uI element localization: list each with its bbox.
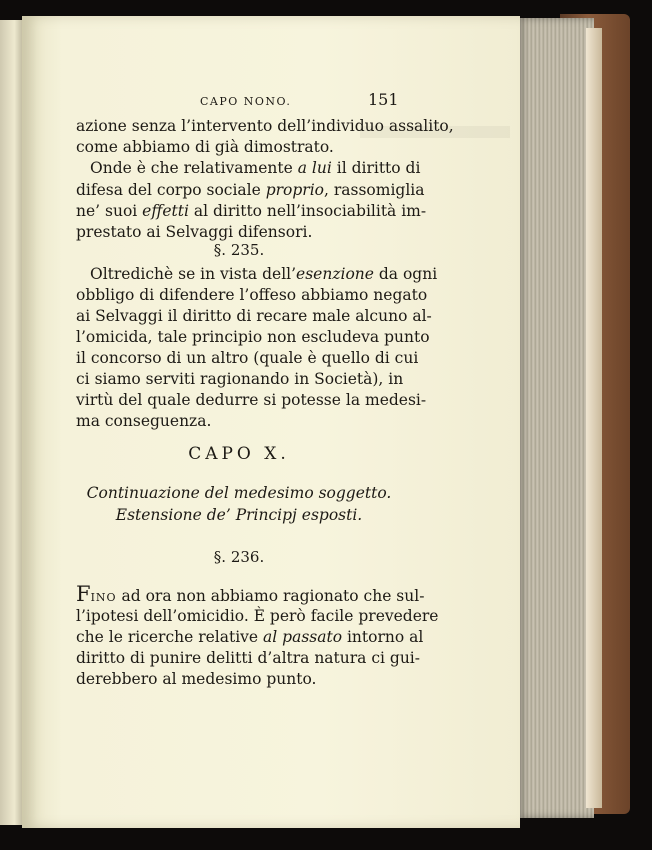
text-line: ai Selvaggi il diritto di recare male alcuno al- (76, 307, 432, 325)
text-line: come abbiamo di già dimostrato. (76, 138, 334, 156)
text-line (76, 180, 425, 200)
text-span: Onde è che relativamente (90, 159, 298, 177)
text-span: Oltredichè se in vista dell’ (90, 265, 297, 283)
text-span: , rassomiglia (324, 181, 425, 199)
text-span: al diritto nell’insociabilità im- (188, 202, 427, 220)
drop-cap: F (76, 582, 91, 606)
text-line (76, 201, 427, 221)
chapter-subtitle-1: Continuazione del medesimo soggetto. (86, 484, 392, 502)
text-line: obbligo di difendere l’offeso abbiamo negato (76, 286, 428, 304)
text-line: virtù del quale dedurre si potesse la medesi- (76, 391, 427, 409)
text-span: che le ricerche relative (76, 628, 264, 646)
small-caps: INO (90, 591, 117, 604)
text-line: ci siamo serviti ragionando in Società), in (76, 370, 404, 388)
chapter-subtitle-2: Estensione de’ Principj esposti. (115, 506, 363, 524)
italic-span: esenzione (296, 265, 374, 283)
text-span: il diritto di (331, 159, 421, 177)
text-line: ma conseguenza. (76, 412, 212, 430)
text-span: ne’ suoi (76, 202, 143, 220)
text-line: diritto di punire delitti d’altra natura ci gui- (76, 649, 421, 667)
page-number: 151 (368, 90, 399, 109)
italic-span: a lui (297, 159, 332, 177)
text-span: da ogni (373, 265, 438, 283)
running-header: CAPO NONO. (200, 95, 292, 108)
text-span: ad ora non abbiamo ragionato che sul- (116, 587, 425, 605)
text-line: il concorso di un altro (quale è quello di cui (76, 349, 419, 367)
text-line (76, 627, 424, 647)
text-line: l’omicida, tale principio non escludeva punto (76, 328, 430, 346)
section-number: §. 236. (213, 548, 265, 566)
section-number: §. 235. (213, 241, 265, 259)
italic-span: proprio (265, 181, 325, 199)
text-line: derebbero al medesimo punto. (76, 670, 317, 688)
text-line (90, 158, 421, 178)
text-line: prestato ai Selvaggi difensori. (76, 223, 313, 241)
italic-span: al passato (263, 628, 343, 646)
chapter-title: CAPO X. (188, 444, 290, 464)
text-line: l’ipotesi dell’omicidio. È però facile prevedere (76, 607, 439, 625)
text-line (90, 264, 438, 284)
text-span: intorno al (342, 628, 424, 646)
text-span: difesa del corpo sociale (76, 181, 266, 199)
text-line (76, 582, 425, 608)
italic-span: effetti (142, 202, 189, 220)
text-line: azione senza l’intervento dell’individuo assalito, (76, 117, 454, 135)
